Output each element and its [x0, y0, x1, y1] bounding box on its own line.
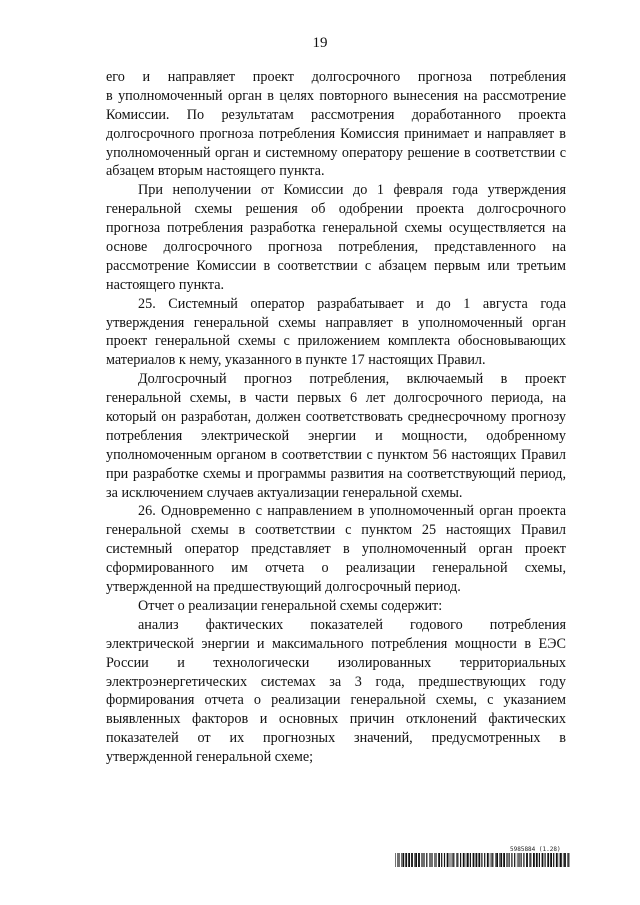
- barcode-bar: [434, 853, 435, 867]
- barcode-bar: [559, 853, 560, 867]
- barcode-bar: [435, 853, 436, 867]
- barcode-bar: [405, 853, 407, 867]
- barcode-bar: [438, 853, 440, 867]
- barcode-bar: [429, 853, 430, 867]
- text-line: абзацем вторым настоящего пункта.: [106, 163, 325, 180]
- text-line: генеральной схемы, в части первых 6 лет долгосрочного периода, на: [106, 390, 566, 407]
- text-line: электроэнергетических системах за 3 года, предшествующих году: [106, 673, 566, 690]
- barcode-bar: [481, 853, 482, 867]
- text-line: в уполномоченный орган в целях повторного вынесения на рассмотрение: [106, 87, 566, 104]
- barcode-bar: [453, 853, 454, 867]
- barcode-bar: [467, 853, 469, 867]
- barcode-bar: [499, 853, 500, 867]
- barcode-bar: [492, 853, 493, 867]
- barcode-bar: [478, 853, 480, 867]
- barcode-bar: [430, 853, 431, 867]
- barcode-bar: [553, 853, 554, 867]
- barcode-bar: [414, 853, 415, 867]
- barcode-bar: [495, 853, 496, 867]
- barcode-bar: [463, 853, 465, 867]
- barcode-bar: [526, 853, 528, 867]
- barcode-bar: [460, 853, 461, 867]
- barcode-bar: [402, 853, 404, 867]
- barcode-bar: [521, 853, 522, 867]
- text-line: Отчет о реализации генеральной схемы содержит:: [138, 597, 443, 614]
- text-line: прогноза потребления разработка генеральной схемы осуществляется на: [106, 220, 566, 237]
- barcode-bar: [547, 853, 549, 867]
- barcode-bar: [411, 853, 413, 867]
- barcode-bar: [466, 853, 467, 867]
- text-line: настоящего пункта.: [106, 276, 225, 293]
- barcode-bar: [473, 853, 475, 867]
- text-line: анализ фактических показателей годового потребления: [138, 616, 566, 633]
- barcode-bar: [496, 853, 498, 867]
- barcode-bar: [441, 853, 442, 867]
- barcode-bar: [401, 853, 402, 867]
- barcode-bar: [426, 853, 427, 867]
- barcode-bar: [487, 853, 489, 867]
- barcode-bar: [564, 853, 566, 867]
- barcode-bar: [542, 853, 544, 867]
- text-line: системный оператор представляет в уполномоченный орган проект: [106, 541, 566, 558]
- barcode-bar: [500, 853, 502, 867]
- barcode-bar: [509, 853, 510, 867]
- text-line: при разработке схемы и программы развития на соответствующий период,: [106, 465, 566, 482]
- barcode-bar: [530, 853, 531, 867]
- barcode-bar: [556, 853, 558, 867]
- barcode-bar: [523, 853, 524, 867]
- text-line: уполномоченный орган и системному оператору решение в соответствии с: [106, 144, 566, 161]
- barcode-bar: [517, 853, 518, 867]
- barcode-bar: [550, 853, 552, 867]
- barcode-bar: [503, 853, 505, 867]
- text-line: утвержденной генеральной схеме;: [106, 749, 314, 766]
- barcode: [395, 853, 570, 867]
- text-line: утвержденной на предшествующий долгосрочный период.: [106, 579, 461, 596]
- text-line: уполномоченным органом в соответствии с пунктом 56 настоящих Правил: [106, 446, 566, 463]
- text-line: рассмотрение Комиссии в соответствии с абзацем первым или третьим: [106, 257, 566, 274]
- text-line: 25. Системный оператор разрабатывает и до 1 августа года: [138, 295, 566, 312]
- text-line: за исключением случаев актуализации генеральной схемы.: [106, 484, 463, 501]
- barcode-bar: [408, 853, 410, 867]
- barcode-bar: [397, 853, 398, 867]
- text-line: генеральной схемы в соответствии с пунктом 25 настоящих Правил: [106, 522, 566, 539]
- text-line: долгосрочного прогноза потребления Комиссия принимает и направляет в: [106, 125, 566, 142]
- barcode-bar: [450, 853, 451, 867]
- barcode-bar: [567, 853, 568, 867]
- text-line: потребления электрической энергии и мощности, одобренному: [106, 427, 566, 444]
- text-line: материалов к нему, указанного в пункте 17 настоящих Правил.: [106, 352, 486, 369]
- text-line: проект генеральной схемы с приложением комплекта обосновывающих: [106, 333, 566, 350]
- barcode-bar: [563, 853, 564, 867]
- text-line: сформированного им отчета о реализации генеральной схемы,: [106, 560, 566, 577]
- barcode-bar: [518, 853, 519, 867]
- document-body: [106, 68, 566, 767]
- text-line: 26. Одновременно с направлением в уполномоченный орган проекта: [138, 503, 566, 520]
- text-line: утверждения генеральной схемы направляет в уполномоченный орган: [106, 314, 566, 331]
- text-line: электрической энергии и максимального потребления мощности в ЕЭС: [106, 635, 566, 652]
- barcode-bar: [470, 853, 471, 867]
- text-line: его и направляет проект долгосрочного прогноза потребления: [106, 69, 566, 85]
- text-line: Долгосрочный прогноз потребления, включаемый в проект: [138, 371, 566, 388]
- barcode-bar: [539, 853, 540, 867]
- barcode-bar: [423, 853, 424, 867]
- barcode-bar: [447, 853, 449, 867]
- barcode-bar: [418, 853, 420, 867]
- barcode-bar: [533, 853, 535, 867]
- barcode-bar: [451, 853, 452, 867]
- barcode-bar: [398, 853, 399, 867]
- text-line: выявленных факторов и основных причин отклонений фактических: [106, 711, 566, 728]
- text-line: который он разработан, должен соответствовать среднесрочному прогнозу: [106, 409, 566, 426]
- barcode-bar: [529, 853, 530, 867]
- barcode-bar: [519, 853, 520, 867]
- text-line: показателей от их прогнозных значений, предусмотренных в: [106, 730, 566, 747]
- barcode-bar: [507, 853, 508, 867]
- barcode-bar: [456, 853, 457, 867]
- barcode-bar: [506, 853, 507, 867]
- text-line: России и технологически изолированных территориальных: [106, 654, 566, 671]
- barcode-bar: [395, 853, 396, 867]
- text-line: основе долгосрочного прогноза потребления, представленного на: [106, 239, 566, 256]
- barcode-bar: [545, 853, 546, 867]
- barcode-bar: [511, 853, 512, 867]
- barcode-bar: [536, 853, 538, 867]
- barcode-bar: [452, 853, 453, 867]
- barcode-bar: [431, 853, 432, 867]
- barcode-bar: [444, 853, 445, 867]
- barcode-bar: [476, 853, 478, 867]
- barcode-bar: [491, 853, 492, 867]
- text-line: формирования отчета о реализации генеральной схемы, с указанием: [106, 692, 566, 709]
- barcode-bar: [560, 853, 562, 867]
- text-line: Комиссии. По результатам рассмотрения доработанного проекта: [106, 106, 566, 123]
- barcode-bar: [415, 853, 417, 867]
- text-line: генеральной схемы решения об одобрении проекта долгосрочного: [106, 201, 566, 218]
- text-line: При неполучении от Комиссии до 1 февраля года утверждения: [138, 182, 566, 199]
- barcode-bar: [490, 853, 491, 867]
- barcode-bar: [422, 853, 423, 867]
- barcode-bar: [457, 853, 458, 867]
- barcode-bar: [421, 853, 422, 867]
- barcode-bar: [568, 853, 569, 867]
- barcode-bar: [484, 853, 485, 867]
- barcode-bar: [514, 853, 515, 867]
- barcode-caption: 5985884 (1.28): [510, 846, 561, 853]
- page-number: 19: [312, 35, 328, 51]
